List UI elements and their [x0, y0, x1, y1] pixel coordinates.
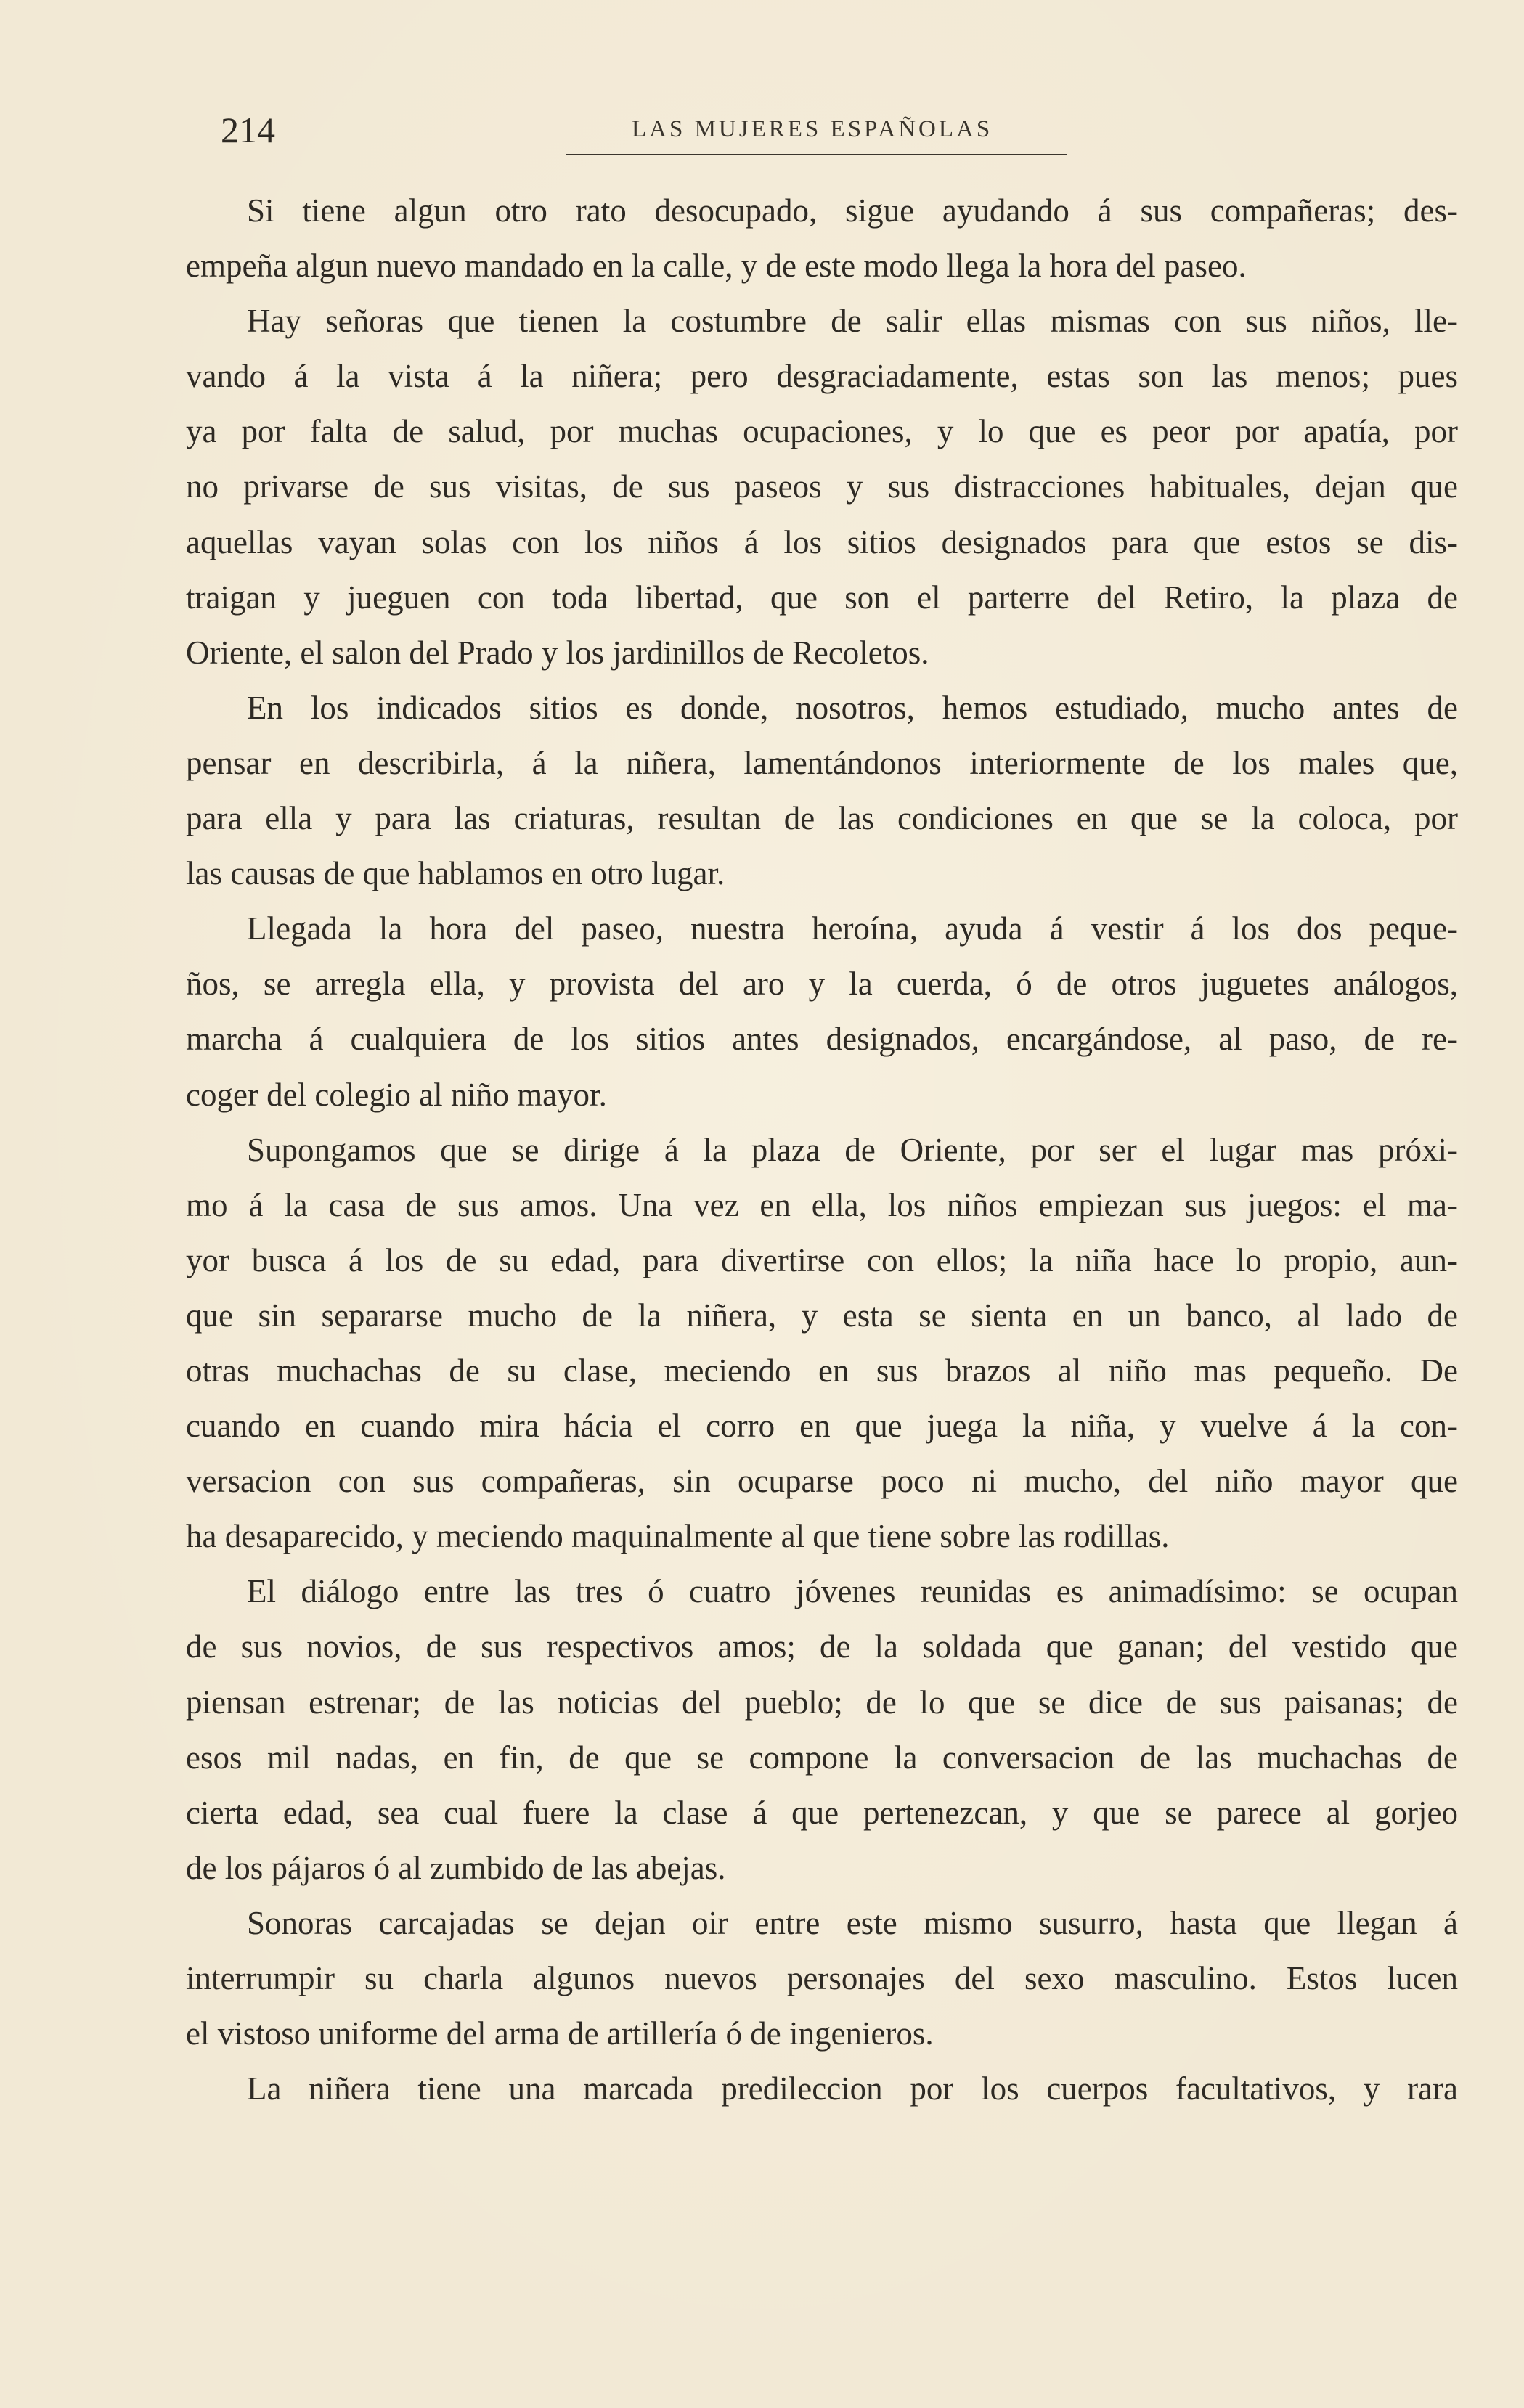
text-line: yor busca á los de su edad, para divertirse con ellos; la niña hace lo propio, aun-: [186, 1241, 1458, 1278]
paragraph: [186, 1895, 1458, 2061]
text-line: cierta edad, sea cual fuere la clase á que pertenezcan, y que se parece al gorjeo: [186, 1794, 1458, 1831]
paragraph: [186, 183, 1458, 293]
text-line: de sus novios, de sus respectivos amos; de la soldada que ganan; del vestido que: [186, 1628, 1458, 1665]
text-line: de los pájaros ó al zumbido de las abejas.: [186, 1849, 726, 1886]
paragraph: [186, 680, 1458, 901]
text-line: marcha á cualquiera de los sitios antes designados, encargándose, al paso, de re-: [186, 1021, 1458, 1058]
text-line: otras muchachas de su clase, meciendo en sus brazos al niño mas pequeño. De: [186, 1352, 1458, 1389]
text-line: piensan estrenar; de las noticias del pueblo; de lo que se dice de sus paisanas; de: [186, 1683, 1458, 1721]
text-line: traigan y jueguen con toda libertad, que son el parterre del Retiro, la plaza de: [186, 579, 1458, 616]
paragraph: [186, 293, 1458, 680]
text-line: las causas de que hablamos en otro lugar.: [186, 855, 725, 892]
text-line: Llegada la hora del paseo, nuestra heroína, ayuda á vestir á los dos peque-: [247, 910, 1458, 947]
text-line: pensar en describirla, á la niñera, lamentándonos interiormente de los males que,: [186, 744, 1458, 781]
text-line: La niñera tiene una marcada predileccion por los cuerpos facultativos, y rara: [247, 2070, 1458, 2107]
paragraph: [186, 901, 1458, 1122]
text-line: versacion con sus compañeras, sin ocuparse poco ni mucho, del niño mayor que: [186, 1463, 1458, 1500]
body-text: [186, 183, 1458, 2116]
text-line: Hay señoras que tienen la costumbre de salir ellas mismas con sus niños, lle-: [247, 303, 1458, 340]
text-line: aquellas vayan solas con los niños á los sitios designados para que estos se dis-: [186, 523, 1458, 560]
text-line: El diálogo entre las tres ó cuatro jóvenes reunidas es animadísimo: se ocupan: [247, 1573, 1458, 1610]
text-line: ha desaparecido, y meciendo maquinalmente al que tiene sobre las rodillas.: [186, 1518, 1170, 1555]
header-rule: [566, 154, 1067, 155]
text-line: cuando en cuando mira hácia el corro en que juega la niña, y vuelve á la con-: [186, 1408, 1458, 1445]
text-line: ños, se arregla ella, y provista del aro y la cuerda, ó de otros juguetes análogos,: [186, 966, 1458, 1003]
paragraph: [186, 1122, 1458, 1564]
text-line: empeña algun nuevo mandado en la calle, y de este modo llega la hora del paseo.: [186, 248, 1247, 285]
text-line: el vistoso uniforme del arma de artillería ó de ingenieros.: [186, 2015, 934, 2052]
page-header: [0, 102, 1524, 160]
text-line: interrumpir su charla algunos nuevos personajes del sexo masculino. Estos lucen: [186, 1960, 1458, 1996]
text-line: mo á la casa de sus amos. Una vez en ella, los niños empiezan sus juegos: el ma-: [186, 1186, 1458, 1223]
page-number: 214: [221, 110, 275, 150]
text-line: En los indicados sitios es donde, nosotros, hemos estudiado, mucho antes de: [247, 689, 1458, 726]
text-line: para ella y para las criaturas, resultan de las condiciones en que se la coloca, por: [186, 800, 1458, 837]
text-line: no privarse de sus visitas, de sus paseos y sus distracciones habituales, dejan que: [186, 468, 1458, 505]
text-line: ya por falta de salud, por muchas ocupaciones, y lo que es peor por apatía, por: [186, 413, 1458, 450]
text-line: vando á la vista á la niñera; pero desgraciadamente, estas son las menos; pues: [186, 358, 1458, 395]
text-line: esos mil nadas, en fin, de que se compone la conversacion de las muchachas de: [186, 1739, 1458, 1776]
text-line: Sonoras carcajadas se dejan oir entre este mismo susurro, hasta que llegan á: [247, 1904, 1458, 1941]
text-line: coger del colegio al niño mayor.: [186, 1076, 607, 1113]
paragraph: [186, 2061, 1458, 2116]
paragraph: [186, 1564, 1458, 1895]
text-line: Oriente, el salon del Prado y los jardinillos de Recoletos.: [186, 634, 929, 671]
text-line: que sin separarse mucho de la niñera, y esta se sienta en un banco, al lado de: [186, 1297, 1458, 1334]
text-line: Si tiene algun otro rato desocupado, sigue ayudando á sus compañeras; des-: [247, 192, 1458, 229]
running-head: LAS MUJERES ESPAÑOLAS: [632, 116, 993, 142]
text-line: Supongamos que se dirige á la plaza de Oriente, por ser el lugar mas próxi-: [247, 1131, 1458, 1168]
